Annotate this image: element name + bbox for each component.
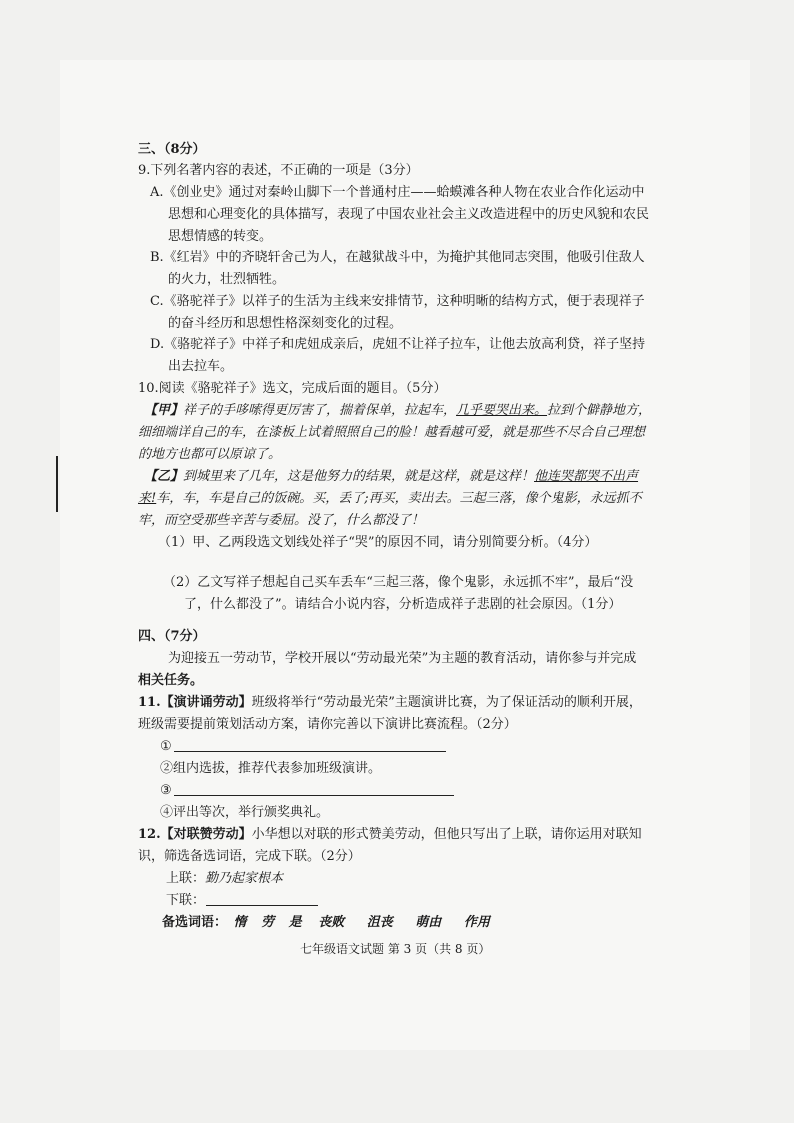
- passage-yi-underlined-end: 来!: [138, 491, 157, 506]
- q9-stem: 9.下列名著内容的表述，不正确的一项是（3分）: [138, 163, 419, 178]
- section-4-intro-line2: 相关任务。: [138, 673, 204, 688]
- passage-yi-tag: 【乙】: [144, 469, 184, 484]
- passage-jia-underlined: 几乎要哭出来。: [456, 403, 548, 418]
- q12-lower-blank[interactable]: [206, 905, 318, 906]
- q10-sub2-line1: （2）乙文写祥子想起自己买车丢车“三起三落，像个鬼影，永远抓不牢”，最后“没: [163, 575, 634, 590]
- q9-option-c-line1: C.《骆驼祥子》以祥子的生活为主线来安排情节，这种明晰的结构方式，便于表现祥子: [150, 294, 645, 309]
- passage-jia-line1: [144, 400, 651, 422]
- q11-text: 班级将举行“劳动最光荣”主题演讲比赛，为了保证活动的顺利开展，: [251, 695, 642, 710]
- q12-word-1: 惰: [233, 915, 247, 930]
- q12-upper-couplet: [166, 868, 283, 890]
- q12-upper-label: 上联：: [166, 871, 206, 886]
- q12-words-label: 备选词语：: [162, 915, 228, 930]
- q12-word-5: 沮丧: [366, 915, 393, 930]
- q9-option-c-line2: 的奋斗经历和思想性格深刻变化的过程。: [168, 316, 403, 331]
- passage-jia-tag: 【甲】: [144, 403, 184, 418]
- margin-mark: [56, 456, 58, 512]
- section-3-heading: 三、（8分）: [138, 142, 206, 157]
- q9-option-a-line2: 思想和心理变化的具体描写，表现了中国农业社会主义改造进程中的历史风貌和农民: [168, 207, 650, 222]
- q11-step3-label: ③: [160, 783, 172, 798]
- passage-jia-text-end: 拉到个僻静地方，: [547, 403, 652, 418]
- passage-yi-line2: [138, 488, 642, 510]
- q12-tag: 12.【对联赞劳动】: [138, 827, 252, 842]
- q11-step2: ②组内选拔，推荐代表参加班级演讲。: [160, 761, 382, 776]
- passage-yi-line3: 牢，而空受那些辛苦与委屈。没了，什么都没了！: [138, 513, 425, 528]
- q9-option-d-line2: 出去拉车。: [168, 359, 234, 374]
- q12-line1: [138, 824, 642, 846]
- q12-lower-label: 下联：: [166, 893, 206, 908]
- q12-word-4: 丧败: [318, 915, 345, 930]
- q11-step1-label: ①: [160, 739, 172, 754]
- q10-sub2-line2: 了，什么都没了”。请结合小说内容，分析造成祥子悲剧的社会原因。（1分）: [184, 597, 622, 612]
- passage-yi-text: 到城里来了几年，这是他努力的结果，就是这样，就是这样！: [183, 469, 535, 484]
- q11-step1-blank[interactable]: [174, 751, 446, 752]
- q9-option-b-line1: B.《红岩》中的齐晓轩舍己为人，在越狱战斗中，为掩护其他同志突围，他吸引住敌人: [150, 250, 645, 265]
- q9-option-a-line3: 思想情感的转变。: [168, 229, 273, 244]
- passage-yi-underlined: 他连哭都哭不出声: [534, 469, 639, 484]
- passage-jia-line2: 细细端详自己的车，在漆板上试着照照自己的脸！越看越可爱，就是那些不尽合自己理想: [138, 425, 646, 440]
- q11-line1: [138, 692, 642, 714]
- q12-line2: 识，筛选备选词语，完成下联。（2分）: [138, 849, 361, 864]
- q9-option-a-line1: A.《创业史》通过对秦岭山脚下一个普通村庄——蛤蟆滩各种人物在农业合作化运动中: [150, 185, 645, 200]
- q11-step4: ④评出等次，举行颁奖典礼。: [160, 805, 330, 820]
- q12-text: 小华想以对联的形式赞美劳动，但他只写出了上联，请你运用对联知: [251, 827, 642, 842]
- q11-step3-blank[interactable]: [174, 795, 454, 796]
- passage-yi-line1: [144, 466, 638, 488]
- q12-word-3: 是: [288, 915, 302, 930]
- q12-word-2: 劳: [261, 915, 275, 930]
- q11-line2: 班级需要提前策划活动方案，请你完善以下演讲比赛流程。（2分）: [138, 717, 517, 732]
- passage-jia-text: 祥子的手哆嗦得更厉害了，揣着保单，拉起车，: [183, 403, 457, 418]
- q12-word-6: 萌由: [415, 915, 442, 930]
- section-4-heading: 四、（7分）: [138, 629, 206, 644]
- q10-stem: 10.阅读《骆驼祥子》选文，完成后面的题目。（5分）: [138, 381, 447, 396]
- q12-word-7: 作用: [463, 915, 490, 930]
- page-footer: 七年级语文试题 第 3 页（共 8 页）: [300, 942, 491, 956]
- passage-jia-line3: 的地方也都可以原谅了。: [138, 447, 282, 462]
- q12-upper-text: 勤乃起家根本: [205, 871, 284, 886]
- q10-sub1: （1）甲、乙两段选文划线处祥子“哭”的原因不同，请分别简要分析。（4分）: [158, 535, 598, 550]
- q9-option-b-line2: 的火力，壮烈牺牲。: [168, 272, 286, 287]
- q11-tag: 11.【演讲诵劳动】: [138, 695, 252, 710]
- q9-option-d-line1: D.《骆驼祥子》中祥子和虎妞成亲后，虎妞不让祥子拉车，让他去放高利贷，祥子坚持: [150, 337, 646, 352]
- section-4-intro-line1: 为迎接五一劳动节，学校开展以“劳动最光荣”为主题的教育活动，请你参与并完成: [168, 651, 637, 666]
- passage-yi-text-line2: 车，车，车是自己的饭碗。买，丢了;再买，卖出去。三起三落，像个鬼影，永远抓不: [156, 491, 642, 506]
- q12-word-bank: [162, 912, 490, 934]
